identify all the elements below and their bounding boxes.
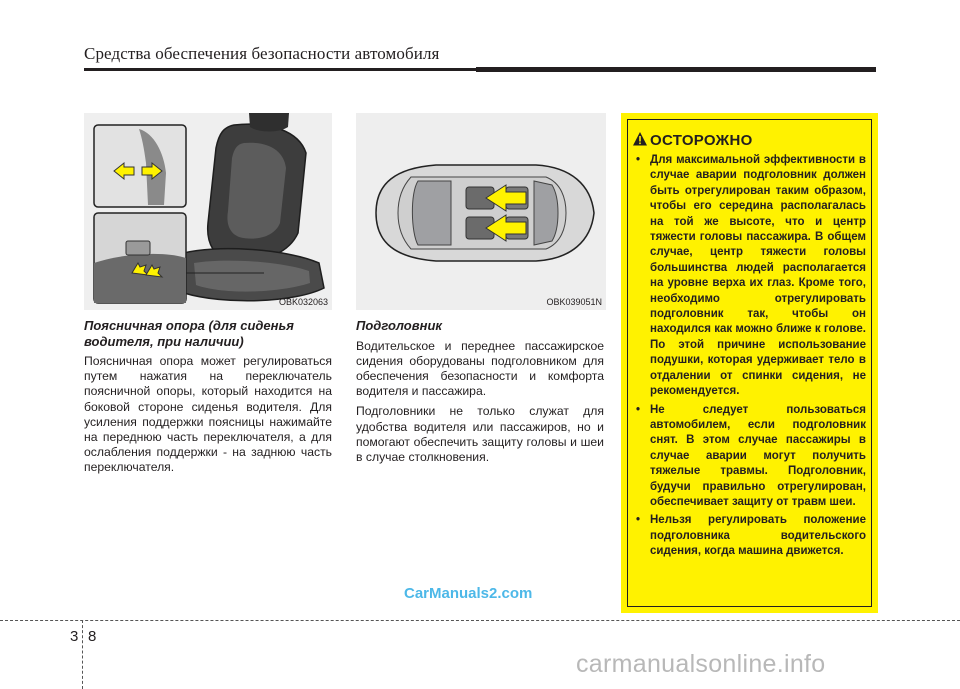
bottom-watermark: carmanualsonline.info xyxy=(576,650,826,678)
footer-rule xyxy=(0,620,960,621)
warning-list xyxy=(634,153,866,563)
warning-item-text: Нельзя регулировать положение подголовника водительского сидения, когда машина движется. xyxy=(650,514,866,558)
headrest-heading: Подголовник xyxy=(356,318,442,333)
footer-vertical-rule xyxy=(82,620,83,689)
seat-lumbar-switch-illustration xyxy=(84,113,332,310)
car-top-view-headrests-illustration xyxy=(356,113,606,310)
bullet: • xyxy=(636,154,641,166)
headrest-figure xyxy=(356,113,606,310)
seat-lumbar-figure xyxy=(84,113,332,310)
figure-code: OBK032063 xyxy=(278,297,328,307)
warning-item xyxy=(634,153,866,400)
bullet: • xyxy=(636,514,641,527)
lumbar-section xyxy=(84,318,332,481)
warning-frame xyxy=(627,119,872,607)
page-number: 8 xyxy=(88,628,97,645)
warning-item xyxy=(634,513,866,559)
warning-box xyxy=(621,113,878,613)
warning-item-text: Для максимальной эффективности в случае аварии подголовник должен быть отрегулирован таким образом, чтобы его середина располагалась на той же высоте, что и центр тяжести головы пассажира. В общем случае, центр тяжести головы большинства людей располагается на уровне верха их глаз. Кроме того, необходимо отрегулировать подголовник так, чтобы он находился как можно ближе к голове. По этой причине использование подушки, которая удерживает тело в отдалении от спинки сидения, не рекомендуется. xyxy=(650,154,866,398)
lumbar-text: Поясничная опора может регулироваться путем нажатия на переключатель поясничной опоры, который находится на боковой стороне сиденья водителя. Для усиления поддержки поясницы нажимайте на переднюю часть переключателя, а для ослабления поддержки - на заднюю часть переключателя. xyxy=(84,354,332,475)
headrest-section xyxy=(356,318,604,470)
page-section-number: 3 xyxy=(70,628,79,645)
header-rule-thick xyxy=(476,67,876,72)
lumbar-heading: Поясничная опора (для сиденья водителя, при наличии) xyxy=(84,318,294,349)
warning-triangle-icon xyxy=(632,131,648,147)
figure-code: OBK039051N xyxy=(546,297,602,307)
headrest-text-2: Подголовники не только служат для удобства водителя или пассажиров, но и помогают обеспечить защиту головы и шеи в случае столкновения. xyxy=(356,404,604,464)
watermark-link[interactable]: CarManuals2.com xyxy=(404,585,533,602)
warning-item xyxy=(634,403,866,511)
headrest-text-1: Водительское и переднее пассажирское сидения оборудованы подголовником для обеспечения безопасности и комфорта водителя и пассажира. xyxy=(356,338,604,399)
warning-item-text: Не следует пользоваться автомобилем, если подголовник снят. В этом случае пассажиры в случае аварии могут получить тяжелые травмы. Подголовник, будучи правильно отрегулирован, обеспечивает защиту от травм шеи. xyxy=(650,403,866,508)
warning-title: ОСТОРОЖНО xyxy=(650,132,753,149)
bullet: • xyxy=(636,403,641,416)
page-header-title: Средства обеспечения безопасности автомобиля xyxy=(84,44,440,63)
